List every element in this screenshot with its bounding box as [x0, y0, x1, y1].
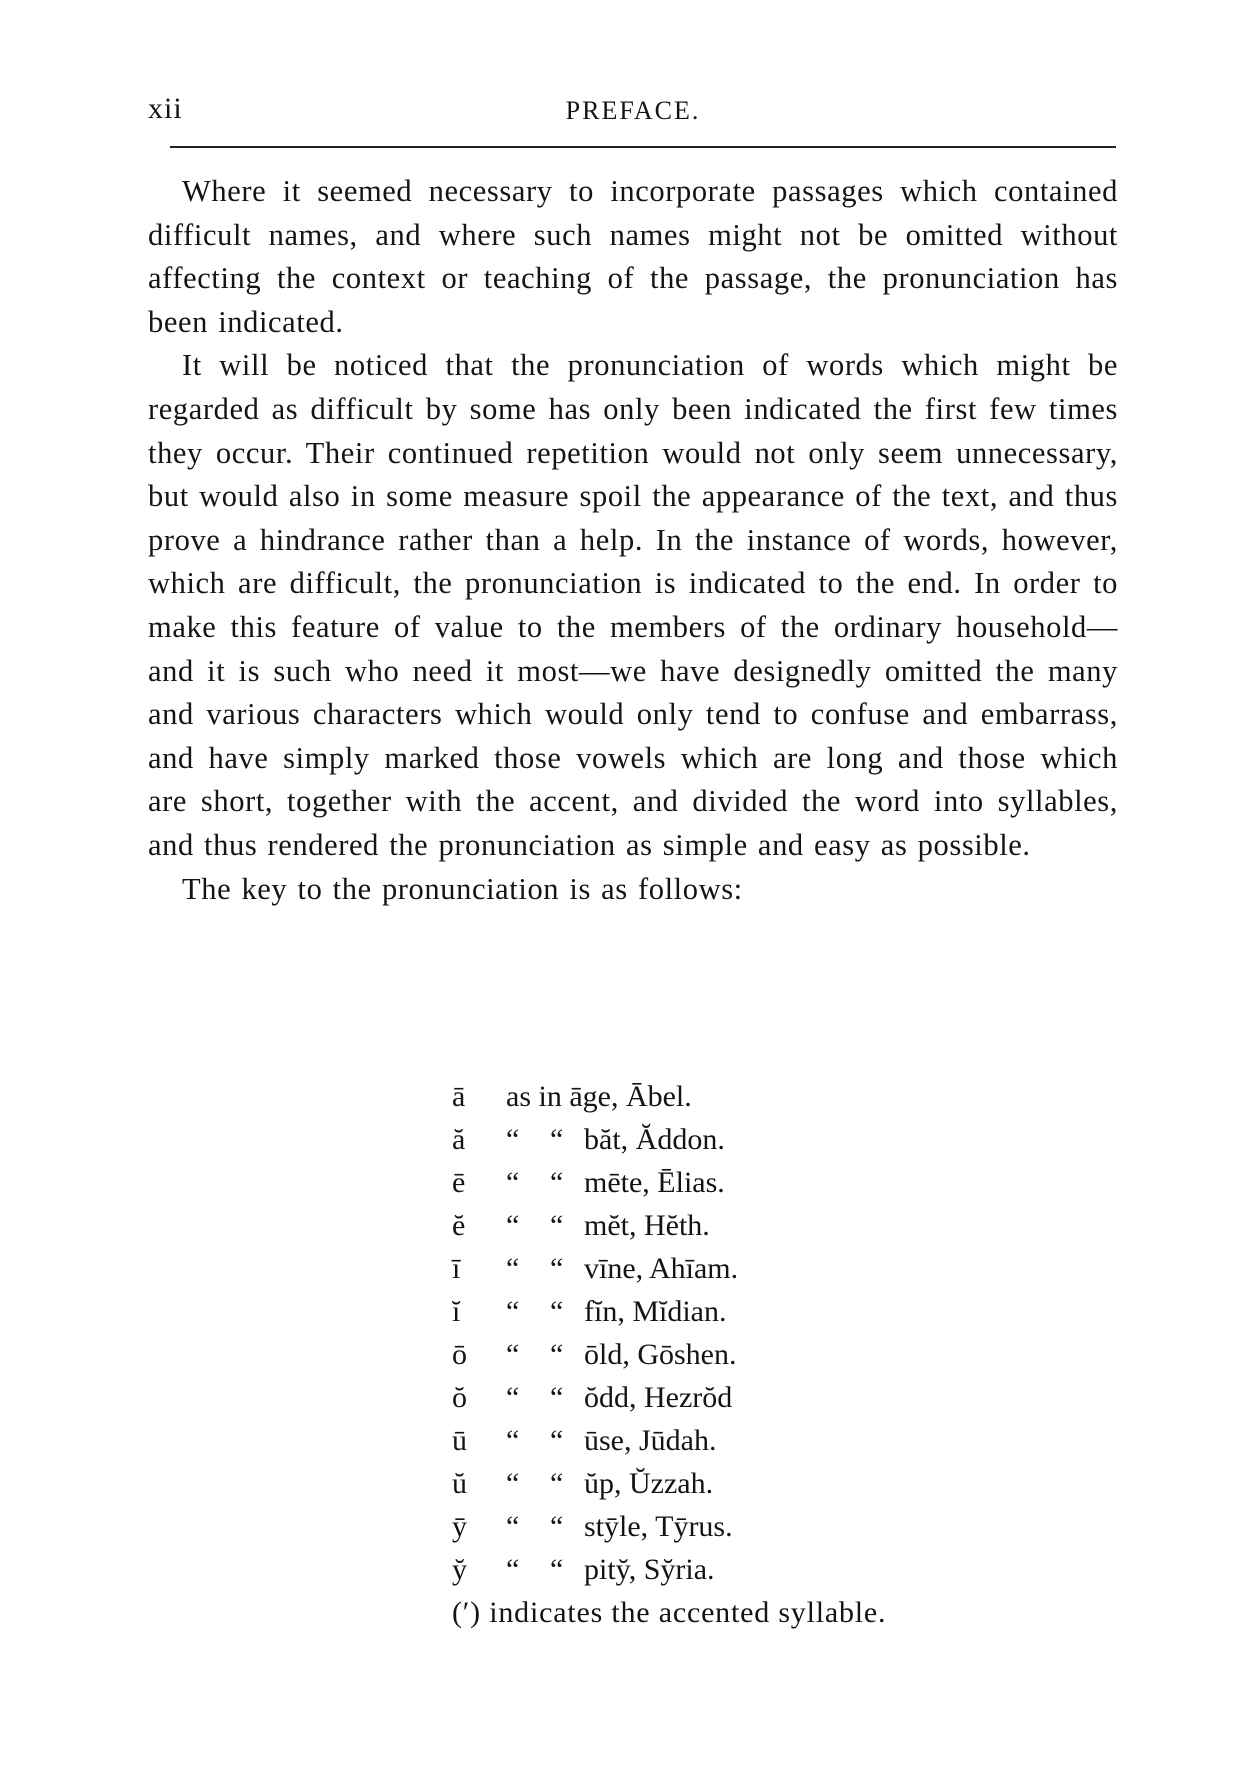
key-symbol: ĭ: [452, 1295, 461, 1328]
ditto-mark: “: [506, 1209, 520, 1242]
key-example: pity̆, Sy̆ria.: [584, 1553, 715, 1586]
key-symbol: ī: [452, 1252, 461, 1285]
key-example: ŭp, Ŭzzah.: [584, 1467, 714, 1500]
ditto-mark: “: [506, 1252, 520, 1285]
header-rule: [170, 146, 1116, 148]
ditto-mark: “: [550, 1553, 564, 1586]
ditto-mark: “: [550, 1381, 564, 1414]
ditto-mark: “: [550, 1166, 564, 1199]
key-example: ōld, Gōshen.: [584, 1338, 737, 1371]
key-row: [452, 1161, 1072, 1204]
key-example: mĕt, Hĕth.: [584, 1209, 710, 1242]
key-example: băt, Ăddon.: [584, 1123, 725, 1156]
ditto-mark: “: [506, 1166, 520, 1199]
key-symbol: ē: [452, 1166, 466, 1199]
ditto-mark: “: [506, 1467, 520, 1500]
ditto-mark: “: [550, 1510, 564, 1543]
page-header: [148, 92, 1118, 132]
key-example: vīne, Ahīam.: [584, 1252, 739, 1285]
ditto-mark: “: [550, 1252, 564, 1285]
key-row: [452, 1290, 1072, 1333]
key-example: mēte, Ēlias.: [584, 1166, 725, 1199]
key-row: [452, 1462, 1072, 1505]
key-example: stȳle, Tȳrus.: [584, 1510, 733, 1543]
key-row: [452, 1505, 1072, 1548]
ditto-mark: “: [506, 1381, 520, 1414]
key-symbol: ū: [452, 1424, 467, 1457]
key-symbol: y̆: [452, 1553, 467, 1586]
key-symbol: ā: [452, 1080, 466, 1113]
key-row: [452, 1419, 1072, 1462]
key-symbol: ȳ: [452, 1510, 467, 1543]
key-example: as in āge, Ābel.: [506, 1080, 692, 1113]
key-row: [452, 1333, 1072, 1376]
key-row: [452, 1548, 1072, 1591]
key-symbol: ă: [452, 1123, 466, 1156]
key-row: [452, 1075, 1072, 1118]
ditto-mark: “: [506, 1510, 520, 1543]
ditto-mark: “: [506, 1338, 520, 1371]
ditto-mark: “: [550, 1295, 564, 1328]
paragraph: The key to the pronunciation is as follows:: [182, 871, 743, 906]
key-example: fĭn, Mĭdian.: [584, 1295, 727, 1328]
ditto-mark: “: [550, 1338, 564, 1371]
ditto-mark: “: [506, 1295, 520, 1328]
key-row: [452, 1118, 1072, 1161]
preface-body: [148, 170, 1118, 911]
key-symbol: ō: [452, 1338, 467, 1371]
ditto-mark: “: [550, 1209, 564, 1242]
key-example: ŏdd, Hezrŏd: [584, 1381, 733, 1414]
running-head: PREFACE.: [565, 96, 701, 125]
paragraph: Where it seemed necessary to incorporate passages which contained difficult names, and where such names might not be omitted without affecting the context or teaching of the passage, the pronunciation has been indicated.: [148, 174, 1118, 339]
key-footnote: (′) indicates the accented syllable.: [452, 1596, 887, 1629]
pronunciation-key: [452, 1075, 1072, 1634]
ditto-mark: “: [506, 1424, 520, 1457]
page-number: xii: [148, 92, 183, 125]
key-row: [452, 1376, 1072, 1419]
paragraph: It will be noticed that the pronunciation of words which might be regarded as difficult by some has only been indicated the first few times they occur. Their continued repetition would not only seem unnecessary, but would also in some measure spoil the appearance of the text, and thus prove a hindrance rather than a help. In the instance of words, however, which are difficult, the pronunciation is indicated to the end. In order to make this feature of value to the members of the ordinary household—and it is such who need it most—we have designedly omitted the many and various characters which would only tend to confuse and embarrass, and have simply marked those vowels which are long and those which are short, together with the accent, and divided the word into syllables, and thus rendered the pronunciation as simple and easy as possible.: [148, 348, 1118, 862]
key-example: ūse, Jūdah.: [584, 1424, 717, 1457]
key-row: [452, 1204, 1072, 1247]
key-row: [452, 1247, 1072, 1290]
ditto-mark: “: [506, 1123, 520, 1156]
key-symbol: ŏ: [452, 1381, 467, 1414]
ditto-mark: “: [550, 1123, 564, 1156]
ditto-mark: “: [550, 1467, 564, 1500]
ditto-mark: “: [550, 1424, 564, 1457]
ditto-mark: “: [506, 1553, 520, 1586]
key-symbol: ĕ: [452, 1209, 466, 1242]
key-symbol: ŭ: [452, 1467, 467, 1500]
